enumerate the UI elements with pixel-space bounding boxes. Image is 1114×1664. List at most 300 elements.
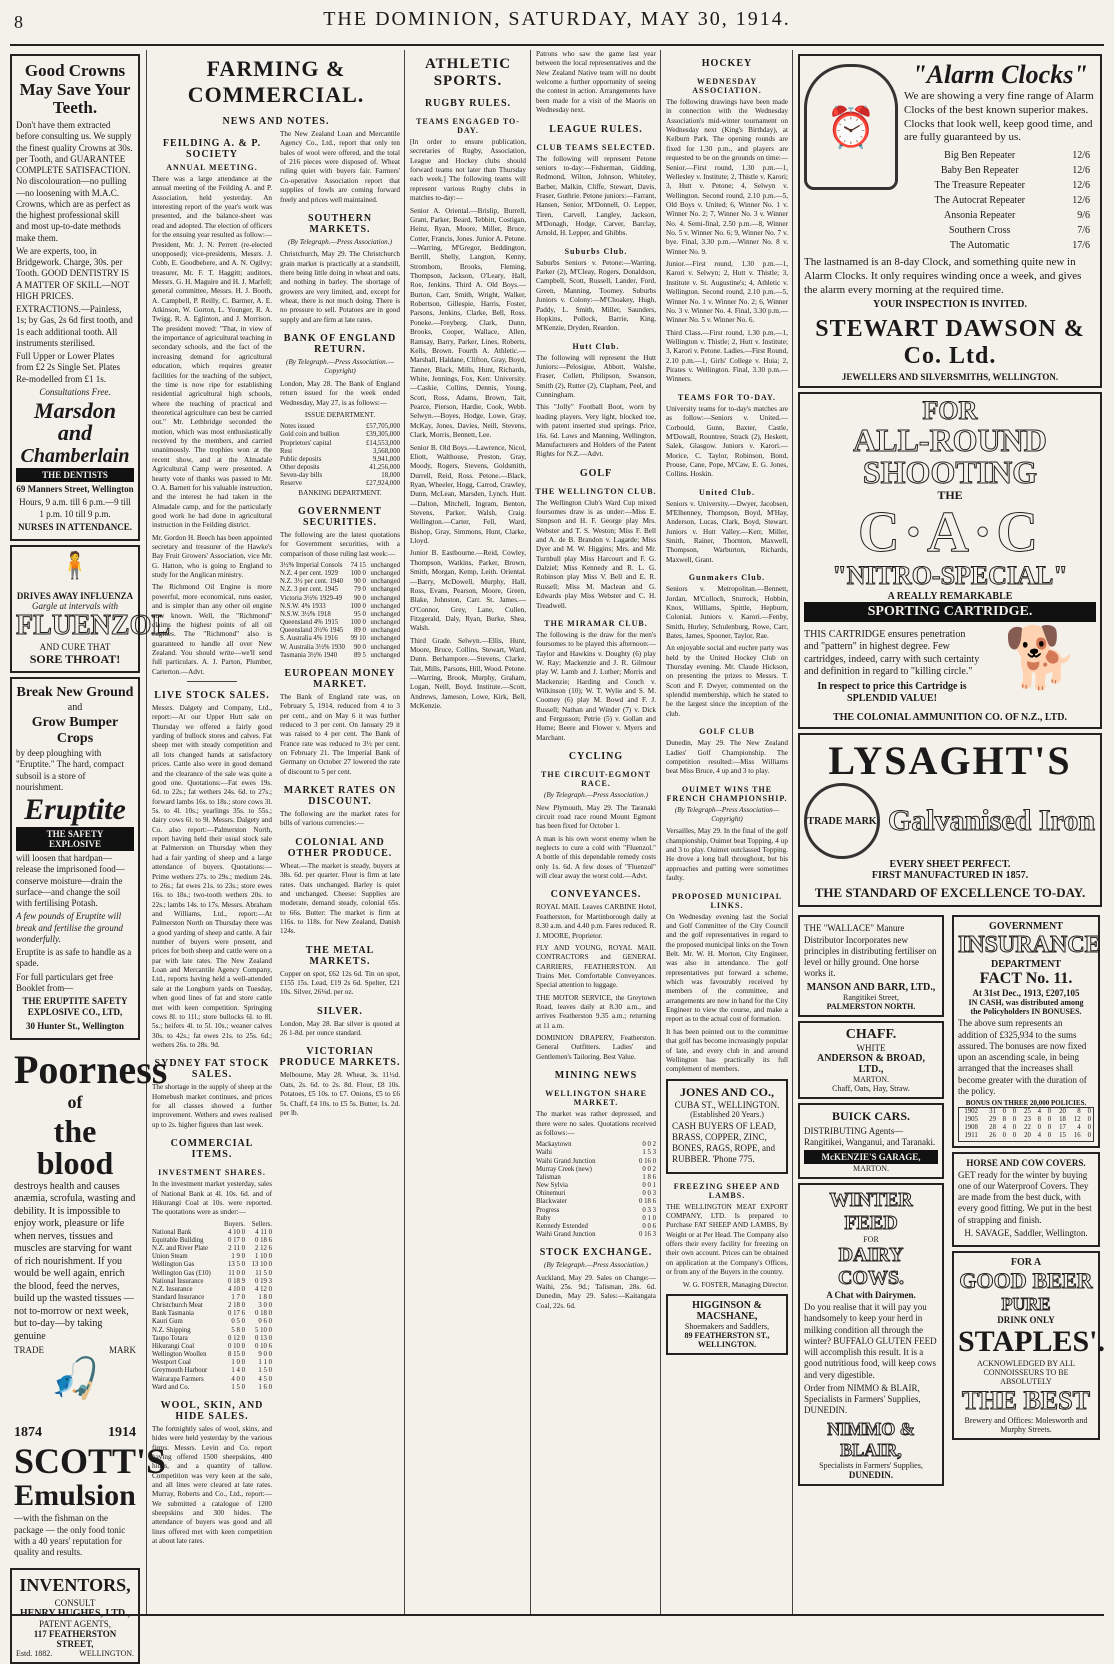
share-row-cell: Westport Coal [152,1359,191,1367]
govt-head: GOVERNMENT SECURITIES. [298,505,382,528]
share-row-cell: 1 5 0 [231,1383,245,1391]
dentist-brand-2: Chamberlain [20,445,130,468]
circuit-head: THE CIRCUIT-EGMONT RACE. [541,770,651,789]
mining-row-cell: 0 0 6 [642,1222,656,1230]
share-row [150,1310,274,1318]
stewart-dawson-sub: JEWELLERS AND SILVERSMITHS, WELLINGTON. [841,372,1059,383]
govt-row [278,578,402,586]
eruptite-body: by deep ploughing with "Eruptite." The hard, compact subsoil is a store of nourishment. [16,748,124,792]
ins-row-cell: 4 [1037,1132,1042,1140]
ins-row-cell: 0 [1087,1124,1091,1132]
share-row [150,1229,274,1237]
govt-row-cell: 89 0 [353,627,366,635]
football-note: This "Jolly" Football Boot, worn by leading players. Very light, blocked toe, with patent inserted stud springs. Price, 16s. 6d. Laws and Manning, Wellington, Manufacturers and Holders of the Patent Rights for N.Z.—Advt. [536,403,656,459]
right-ads-split [796,911,1104,1489]
mining-row [534,1223,658,1231]
share-row [150,1237,274,1245]
year-start: 1874 [14,1425,42,1441]
govt-insurance-ad [952,915,1100,1147]
price-row [906,194,1094,207]
winter-feed-ad [798,1183,944,1486]
livestock-head: LIVE STOCK SALES. [154,690,270,702]
exchange-sub: (By Telegraph.—Press Association.) [544,1261,648,1270]
discount-head: MARKET RATES ON DISCOUNT. [283,785,397,808]
share-row-cell: 0 18 0 [255,1310,272,1318]
govt-row-cell: S. Australia 4% 1916 [280,635,338,643]
wool-body: The fortnightly sales of wool, skins, and hides were held yesterday by the various firms. Messrs. Levin and Co. report having offered 1500 sheepskins, 400 hides, and a quantity of tallow. Competition was very keen at the sale, and all lines were cleared at late rates. Murray, Roberts and Co., Ltd., report:—We submitted a catalogue of 1200 sheepskins and 300 hides. The attendance of buyers was good and all lines offered met with keen competition at about late rates. [152,1424,272,1546]
higginson-name: HIGGINSON & MACSHANE, [692,1299,762,1322]
share-row-cell: Wellington Woollen [152,1351,207,1359]
mining-sub: WELLINGTON SHARE MARKET. [545,1089,647,1108]
mining-row-cell: Blackwater [536,1198,567,1206]
manson-city: PALMERSTON NORTH. [826,1001,916,1011]
boe-row-cell: Other deposits [280,464,320,472]
column-farming [150,50,402,1614]
ins-row-cell: 0 [1012,1132,1017,1140]
ins-row-cell: 15 [1059,1132,1066,1140]
beech-body: Mr. Gordon H. Beech has been appointed secretary and treasurer of the Hawke's Bay Fruit Growers' Association, vice Mr. G. Hatton, who is going to England to study for the Anglican ministry. [152,533,272,580]
share-row-cell: 4 5 0 [258,1375,272,1383]
govt-row [278,652,402,660]
alarm-text [904,60,1096,254]
scotts-brand-1: SCOTT'S [14,1441,167,1482]
league-head: LEAGUE RULES. [549,123,643,135]
mining-body: The market was rather depressed, and there were no sales. Quotations received as follows:— [536,1110,656,1137]
mining-row-cell: 0 0 3 [642,1190,656,1198]
southern-sub: (By Telegraph.—Press Association.) [288,237,392,246]
ins-row-cell: 12 [1073,1116,1081,1124]
share-row-cell: Christchurch Meat [152,1302,203,1310]
share-row-cell: 5 8 0 [231,1326,245,1334]
mining-row-cell: 1 5 3 [642,1149,656,1157]
ins-row-cell: 0 [1037,1124,1042,1132]
govt-row-cell: unchanged [370,578,400,586]
mining-row [534,1207,658,1215]
mining-row [534,1174,658,1182]
share-col-sellers: Sellers. [251,1220,272,1228]
inventors-address: 117 FEATHERSTON STREET, [33,1629,117,1650]
share-row-cell: Taupo Totara [152,1334,188,1342]
column-rule [404,50,405,1614]
boe-row-cell: £14,553,000 [366,439,400,447]
horse-head: HORSE AND COW COVERS. [966,1157,1086,1168]
share-row [150,1245,274,1253]
price-row-cell: The Autocrat Repeater [934,195,1025,206]
eruptite-head-2: and [67,702,83,714]
blood-head-1: Poorness [14,1046,168,1092]
share-row [150,1376,274,1384]
boe-row-cell: 18,000 [381,472,400,480]
share-row-cell: Standard Insurance [152,1293,205,1301]
mining-row-cell: 0 16 3 [639,1230,656,1238]
freezing-manager: W. G. FOSTER, Managing Director. [682,1280,788,1289]
mining-row [534,1231,658,1239]
bottom-rule [10,1614,1104,1616]
share-row-cell: 1 1 0 [258,1359,272,1367]
mining-row-cell: Ohinemuri [536,1190,566,1198]
ins-row [959,1132,1094,1141]
ins-table [958,1107,1094,1142]
alarm-body-2: The lastnamed is an 8-day Clock, and something quite new in Alarm Clocks. It only requires winding once a week, and gives the alarm every morning at the required time. [804,256,1082,296]
share-row [150,1343,274,1351]
alarm-inspection: YOUR INSPECTION IS INVITED. [873,299,1027,311]
mining-row-cell: Ruby [536,1214,551,1222]
share-row-cell: 0 17 6 [228,1310,245,1318]
share-row-cell: 9 0 0 [258,1351,272,1359]
share-row-cell: 0 13 0 [255,1334,272,1342]
ins-row-cell: 1908 [964,1124,978,1132]
fluenzol-reader: A man is his own worst enemy when he neglects to cure a cold with "Fluenzol." A bottle of this dependable remedy costs only 1s. 6d. A few doses of "Fluenzol" will clear away the worst cold.—Advt. [536,834,656,881]
govt-row [278,635,402,643]
hutt-body: The following will represent the Hutt Juniors:—Pelosigue, Abbott, Walshe, Fraser, Collett, Philipson, Swanson, Smith (2), Rutter (2), Clapham, Peel, and Cunningham. [536,353,656,400]
chaff-ad [798,1021,944,1099]
share-row-cell: 5 10 0 [255,1326,272,1334]
boe-row [278,480,402,488]
boe-issue: ISSUE DEPARTMENT. [304,410,376,419]
golf-head: GOLF [579,467,613,479]
share-row-cell: 3 0 0 [258,1302,272,1310]
circuit-sub: (By Telegraph.—Press Association.) [544,791,648,800]
masthead-title: THE DOMINION, SATURDAY, MAY 30, 1914. [323,8,791,30]
ins-row-cell: 26 [989,1132,996,1140]
govt-row [278,603,402,611]
mining-row-cell: Waihi [536,1149,553,1157]
stewart-dawson-brand: STEWART DAWSON & Co. Ltd. [815,316,1085,370]
price-row-cell: Baby Ben Repeater [940,165,1019,176]
ins-row-cell: 20 [1024,1132,1031,1140]
league-sub: CLUB TEAMS SELECTED. [536,142,656,152]
share-row-cell: National Bank [152,1228,192,1236]
mining-row [534,1198,658,1206]
hockey-body-2: Junior.—First round, 1.30 p.m.—1, Karori v. Selwyn; 2, Hutt v. Thistle; 3, Institute v. St. Augustine's; 4, Athletic v. Wellington. Second round, 2.10 p.m.—5, Winner No. 1 v. Winner No. 2; 6, Winner No. 3 v. Winner No. 4. Final, 3.30 p.m.—Winner No. 5 v. Winner No. 6. [666,260,788,325]
nimmo-sub: Specialists in Farmers' Supplies, [819,1460,923,1470]
fluenzol-throat: SORE THROAT! [29,651,121,666]
share-row-cell: 4 10 0 [228,1285,245,1293]
fluenzol-sub: Gargle at intervals with [32,601,118,612]
mining-row [534,1149,658,1157]
ins-row-cell: 1902 [964,1108,978,1115]
victorian-head: VICTORIAN PRODUCE MARKETS. [279,1046,401,1069]
ins-row-cell: 0 [1047,1124,1052,1132]
lysaght-ad [798,733,1102,907]
golf-club-head: GOLF CLUB [699,727,755,737]
dominion-ad: DOMINION DRAPERY, Featherston. General Outfitters. Ladies' and Gentlemen's Tailoring. Best Value. [536,1034,656,1061]
share-row-cell: N.Z. Shipping [152,1326,191,1334]
nzloan-body: The New Zealand Loan and Mercantile Agency Co., Ltd., report that only ten bales of wool were offered, and the total of 216 pieces were disposed of. Wheat ruling quiet with buyers fair. Farmers' Co-operative Association report that supplies of fowls are coming forward freely and prices well maintained. [280,130,400,204]
ins-dept-1: GOVERNMENT [989,921,1063,933]
feilding-body: There was a large attendance at the annual meeting of the Feilding A. and P. Association, held yesterday. An interesting report of the year's work was presented, and the balance-sheet was read and adopted. The election of officers for the ensuing year resulted as follow:—President, Mr. J. N. Perrett (re-elected unopposed); vice-presidents, Messrs. J. Cobb, E. Goodbehere, and A. N. Ogilvy; treasurer, Mr. F. T. Haggitt; auditors, Messrs. G. H. Maguire and H. J. Marfell; general committee, Messrs. H. J. Booth, A. Campbell, P. Reilly, C. Barmer, A. E. Atkinson, W. Gorton, L. Younger, R. A. Twigg, R. A. Eglinton, and J. Morrison. The president moved: "That, in view of the importance of agricultural teaching in secondary schools, and the fact of the increasing demand for agricultural education, which requires greater facilities for the teaching of the subject, the time is now ripe for establishing residential agricultural high schools, where the teaching of practical and theoretical agriculture can best be carried out." Mr. Lethbridge seconded the motion, which was most enthusiastically received by the members, and carried unanimously. The trophies won at the recent show, and at the Almadale Agricultural Camp were presented. A hearty vote of thanks was passed to Mr. O. A. Barnett for his valuable instruction, and the interest he had taken in the Almadale camp, and for the particularly good work he had done in agricultural instruction in the Feilding district. [152,175,272,530]
ins-table-head: BONUS ON THREE 20,000 POLICIES. [965,1099,1087,1107]
buick-ad [798,1103,944,1180]
metals-body: Copper on spot, £62 12s 6d. Tin on spot, £155 15s. Lead, £19 2s 6d. Spelter, £21 10s. Silver, 26⅛d. per oz. [280,969,400,997]
higginson-ad [666,1294,788,1355]
miramar-body: The following is the draw for the men's foursomes to be played this afternoon:—Taylor and Hawkins v. Doughty (6) play W. Ray; Mackenzie and J. R. Gilmour play W. Lamb and J. Luther; Morris and Mackenzie; Harding and Couch v. Wilkinson (10); W. T. Wylie and S. M. Coomey (6) play M. Bowd and F. J. Russell; Nathan and Winder (7) v. Dick and Fergusson; Petrie (5) v. Gollan and Hume; Beere and Flower v. Myers and Marchant. [536,630,656,742]
euro-body: The Bank of England rate was, on February 5, 1914, reduced from 4 to 3 per cent., and on May 6 it was further reduced to 3 per cent. On January 29 it was raised to 4 per cent. The Bank of France rate was reduced to 3½ per cent. on February 21. The Imperial Bank of Germany on October 27 lowered the rate of discount to 5 per cent. [280,692,400,776]
fisherman-icon: 🎣 [50,1356,100,1402]
eruptite-company: THE ERUPTITE SAFETY EXPLOSIVE CO., LTD, [22,996,128,1018]
share-row-cell: 2 11 0 [228,1245,245,1253]
farming-subcol-right [278,130,402,1550]
govt-row [278,619,402,627]
share-row-cell: 13 10 0 [251,1261,272,1269]
govt-row-cell: 99 10 [350,635,366,643]
share-row-cell: Wairarapa Farmers [152,1375,204,1383]
discount-body: The following are the market rates for bills of various currencies:— [280,810,400,828]
ins-row [959,1116,1094,1124]
share-row-cell: 2 12 6 [255,1245,272,1253]
mckenzie-name: McKENZIE'S GARAGE, [804,1150,938,1164]
share-row-cell: N.Z. and River Plate [152,1245,209,1253]
manson-name: MANSON AND BARR, LTD., [806,981,936,993]
share-row-cell: 0 6 0 [258,1318,272,1326]
dentist-brand-3: THE DENTISTS [16,468,134,482]
higginson-address: 89 FEATHERSTON ST., WELLINGTON. [684,1330,770,1349]
feilding-sub: ANNUAL MEETING. [166,163,258,172]
govt-row-cell: unchanged [370,570,400,578]
dentist-nurses: NURSES IN ATTENDANCE. [17,521,133,532]
golf-sub: THE WELLINGTON CLUB. [535,486,657,496]
govt-row-cell: N.Z. 3½ per cent. 1940 [280,578,344,586]
boe-row-cell: Rest [280,447,293,455]
price-row [906,149,1094,162]
buick-head: BUICK CARS. [831,1108,910,1123]
govt-row-cell: unchanged [370,561,400,569]
beer-for-a: FOR A [1010,1257,1042,1269]
farming-subcol-left [150,130,274,1550]
price-row-cell: 9/6 [1077,210,1090,221]
circuit-body: New Plymouth, May 29. The Taranaki circuit road race round Mount Egmont has been fixed for October 1. [536,803,656,831]
hockey-body: The following drawings have been made in connection with the Wednesday Association's mid-winter tournament on Wednesday next (King's Birthday), at Kelburn Park. The opening rounds are fixed for 1.30 p.m., and players are requested to be on the grounds on time:—Senior.—First round, 1.30 p.m.—1, Wellesley v. Institute; 2, Thistle v. Karori; 3, Hutt v. Petone; 4, Selwyn v. Wellington. Second round, 2.10 p.m.—5, Old Boys v. United; 6, Winner No. 1 v. Winner No. 2; 7, Winner No. 3 v. Winner No. 4. Semi-final, 2.50 p.m.—8, Winner No. 5 v. Winner No. 6; 9, Winner No. 7 v. bye. Final, 3.30 p.m.—Winner No. 8 v. Winner No. 9. [666,98,788,256]
lysaght-first: FIRST MANUFACTURED IN 1857. [871,870,1029,882]
column-league-golf [534,50,658,1614]
mckenzie-city: MARTON. [852,1164,890,1173]
boe-row [278,472,402,480]
hockey-head: HOCKEY [701,58,753,69]
winter-for: FOR [863,1235,879,1244]
mining-row-cell: Mackaytown [536,1141,572,1149]
boe-row [278,448,402,456]
ins-holders: the Policyholders IN BONUSES. [970,1007,1082,1017]
price-row-cell: Southern Cross [949,225,1011,236]
lysaght-row [804,783,1096,859]
ins-row [959,1108,1094,1117]
price-row [906,164,1094,177]
column-rule [530,50,531,1614]
ins-row-cell: 0 [1087,1108,1091,1115]
govt-row [278,595,402,603]
share-row-cell: 11 0 0 [228,1269,245,1277]
ins-row-cell: 0 [1087,1132,1091,1140]
share-table-body [150,1229,274,1392]
ins-row-cell: 1911 [964,1132,978,1140]
masthead-rule [10,44,1104,46]
trade-mark-row [14,1345,136,1355]
share-row-cell: Bank Tasmania [152,1310,194,1318]
share-row-cell: Union Steam [152,1253,188,1261]
cac-head-2: ALL-ROUND [853,422,1047,459]
alarm-clock-icon: ⏰ [804,64,898,190]
commercial-head: COMMERCIAL ITEMS. [170,1138,254,1161]
jones-name: JONES AND CO., [679,1084,774,1099]
cac-company: THE COLONIAL AMMUNITION CO. OF N.Z., LTD. [832,712,1067,724]
victorian-body: Melbourne, May 28. Wheat, 3s. 11½d. Oats, 2s. 6d. to 2s. 8d. Flour, £8 10s. Potatoes, £5 10s. to £7. Onions, £5 to £6 5s. Chaff, £4 10s. to £5 5s. Butter, 1s. 2d. per lb. [280,1071,400,1117]
share-table [150,1221,274,1392]
govt-row-cell: Queensland 4% 1915 [280,619,339,627]
boe-row [278,456,402,464]
share-row-cell: 4 12 0 [255,1285,272,1293]
mining-row-cell: 0 16 0 [639,1157,656,1165]
share-row-cell: 0 19 3 [255,1277,272,1285]
feilding-head: FEILDING A. & P. SOCIETY [162,138,262,160]
wallace-body: THE "WALLACE" Manure Distributor Incorporates new principles in distributing fertiliser on level or hilly ground. One horse works it. [804,923,937,979]
price-row-cell: 12/6 [1072,150,1090,161]
govt-row-cell: unchanged [370,610,400,618]
years-row [14,1425,136,1441]
mining-row-cell: 0 1 0 [642,1214,656,1222]
share-row-cell: 0 10 0 [228,1342,245,1350]
ins-row-cell: 25 [1024,1108,1031,1115]
eruptite-head-3: Grow Bumper Crops [31,715,119,746]
govt-row-cell: unchanged [370,594,400,602]
ins-date: At 31st Dec., 1913, £207,105 [972,988,1080,999]
boe-row-cell: Gold coin and bullion [280,431,340,439]
oil-engine-body: The Richmond Oil Engine is more powerful, more economical, runs easier, and is simpler than any other oil engine now known. Well, the "Richmond" claims the highest points of all oil engines. The "Richmond" also is guaranteed to handle all over New Zealand. You should write—we'll send full particulars. A. J. Parton, Plumber, Carterton.—Advt. [152,583,272,676]
eruptite-head-1: Break New Ground [16,684,134,700]
price-row-cell: 12/6 [1072,180,1090,191]
divider [187,681,237,682]
livestock-body: Messrs. Dalgety and Company, Ltd., report:—At our Upper Hutt sale on Thursday we offered a fairly good yarding of bullock stores and calves. Fat sheep met with steady competition and all lots changed hands at satisfactory prices. Cattle also were in good demand and the clearance of the sale was quite a good one. Quotations:—Fat ewes 19s. 6d. to 22s.; fat wethers 24s. 6d. to 27s.; forward lambs 16s. to 18s.; store cows 3l. 5s. to 4l. 10s.; yearlings 35s. to 55s.; dairy cows 6l. to 9l. Messrs. Dalgety and Co. also report:—Palmerston North, report having held their usual stock sale at Palmerston on Thursday when they had a fair yarding of sheep and a large attendance of buyers. Quotations:—Prime wethers 27s. to 29s.; medium 24s. to 26s.; fat ewes 21s. to 23s.; store ewes 16s. to 18s.; two-tooth wethers 20s. to 22s.; lambs 14s. to 17s. Messrs. Abraham and Williams, Ltd., report:—At Palmerston North on Thursday there was a good yarding of sheep and cattle. A fair number of buyers were present, and prices for both sheep and cattle were on a par with late rates. The New Zealand Loan and Mercantile Agency Company, Ltd., reports having held a well-attended sale at the Longburn yards on Tuesday, when good lines of fat and store cattle met with keen competition. Springing cows 8l. to 11l.; store bullocks 6l. to 8l. 5s.; heifers 4l. to 5l. 10s.; weaner calves 30s. to 42s.; fat ewes 21s. to 25s. 6d.; wethers 26s. to 28s. 9d. [152,704,272,1049]
cac-nitro: "NITRO-SPECIAL" [832,561,1068,591]
conveyance-3: THE MOTOR SERVICE, the Greytown Road, leaves daily at 8.30 a.m., and arrives Featherston 9.35 a.m.; returning at 11 a.m. [536,993,656,1030]
share-row [150,1302,274,1310]
beer-pure: PURE [1001,1294,1051,1315]
share-row-cell: 2 18 0 [228,1302,245,1310]
govt-row-cell: Victoria 3½% 1929-49 [280,594,343,602]
govt-row-cell: 79 0 [353,586,366,594]
share-row-cell: Equitable Building [152,1236,204,1244]
ins-row-cell: 22 [1024,1124,1031,1132]
share-row-cell: 1 10 0 [255,1253,272,1261]
ins-row-cell: 0 [1012,1124,1017,1132]
govt-row-cell: 3½% Imperial Consols [280,561,343,569]
govt-row-cell: N.Z. 4 per cent. 1929 [280,570,338,578]
cac-head-3: SHOOTING [862,454,1038,491]
mining-row-cell: Waihi Grand Junction [536,1230,596,1238]
united-body: Seniors v. University.—Dwyer, Jacobsen, M'Elhenney, Thompson, Boyd, M'Hay, Anderson, Lucas, Clark, Boyd, Stewart. Juniors v. Hutt Valley.—Kerr, Miller, Smith, Rainer, Thornton, Maxwell, Thompson, Warburton, Richards, Maxwell, Grant. [666,499,788,564]
municipal-head: PROPOSED MUNICIPAL LINKS. [671,891,783,910]
united-head: United Club. [698,487,755,497]
southern-body: Christchurch, May 29. The Christchurch grain market is practically at a standstill, there being little doing in wheat and oats, and nothing in barley. The shortage of growers are very limited, and, except for wheat, there is not much doing. There is no pressure to sell. Potatoes are in good supply and are firm at late rates. [280,250,400,324]
ins-row-cell: 0 [1012,1108,1017,1115]
teams-head: TEAMS FOR TO-DAY. [677,392,777,402]
dentist-extractions: EXTRACTIONS.—Painless, 1s; by Gas, 2s 6d first tooth, and 1s each additional tooth. All instruments sterilised. [16,304,133,348]
dairy-body: Do you realise that it will pay you handsomely to keep your herd in milking condition all through the winter? BUFFALO GLUTEN FEED will accomplish this result. It is a good nutritious food, will keep cows and very digestible. [804,1302,937,1380]
rugby-more: Senior B. Old Boys.—Lawrence, Nicol, Eliott, Walthouse, Preston, Gray, Moody, Rogers, Stevens, Goldsmith, Durrell, Reid, Ross. Petone.—Black, Ryan, Wheeler, Hogg, Carrod, Crawley, Dunn, McLean, Marsden, Lynch. Hutt.—Dalton, Mitchell, Ingram, Benton, Stevens, Parker, Walsh, Craig. Wellington.—Carter, Fell, Ward, Bishop, Gray, Simmons, Hunt, Clarke, Lloyd. [410,443,526,546]
share-row-cell: Wellington Gas [152,1261,195,1269]
silver-head: SILVER. [317,1005,363,1017]
dentist-consult: Consultations Free. [39,386,111,397]
jones-body: CASH BUYERS OF LEAD, BRASS, COPPER, ZINC, BONES, RAGS, ROPE, and RUBBER. 'Phone 775. [672,1120,777,1165]
price-row-cell: 12/6 [1072,165,1090,176]
share-row-cell: N.Z. Insurance [152,1285,193,1293]
inventors-role: PATENT AGENTS, [38,1619,111,1630]
ins-row-cell: 8 [1077,1108,1081,1115]
miramar-head: THE MIRAMAR CLUB. [544,618,648,628]
inventors-city: WELLINGTON. [79,1649,134,1659]
share-row-cell: 1 4 0 [231,1367,245,1375]
share-row-cell: 0 5 0 [231,1318,245,1326]
fluenzol-ad [10,545,171,673]
price-row-cell: 17/6 [1072,240,1090,251]
rugby-more-3: Third Grade. Selwyn.—Ellis, Hunt, Moore, Bruce, Collins, Stewart, Ward, Dunn. Berhampore.—Stevens, Clarke, Tait, Mills, Parsons, Hill, Wood. Petone.—Warring, Brook, Murphy, Graham, Logan, Neill, Boyd. Institute.—Scott, Andrews, Jameson, Lowe, Kirk, Bell, McKenzie. [410,636,526,711]
beer-drink: DRINK ONLY [997,1315,1055,1326]
staples-beer-ad [952,1251,1105,1440]
boe-row-cell: 3,568,000 [372,447,400,455]
conveyances-head: CONVEYANCES. [550,889,642,901]
alarm-title: "Alarm Clocks" [912,60,1088,89]
share-row [150,1253,274,1261]
govt-row-cell: unchanged [370,627,400,635]
lysaght-every: EVERY SHEET PERFECT. [889,859,1011,871]
metals-head: THE METAL MARKETS. [305,944,375,967]
blood-head-3: the blood [36,1112,114,1181]
manson-address: Rangitikei Street, [843,992,899,1002]
ins-row-cell: 0 [1002,1108,1007,1115]
alarm-body: We are showing a very fine range of Alarm Clocks of the best known superior makes. Clocks that look well, keep good time, and are fully guaranteed by us. [904,90,1094,144]
govt-row-cell: 74 15 [350,561,366,569]
boe-row-cell: £39,305,000 [366,431,400,439]
mining-row-cell: 0 3 3 [642,1206,656,1214]
mining-table [534,1141,658,1239]
blood-head-2: of [67,1091,83,1112]
boe-row-cell: Reserve [280,480,302,488]
inventors-head: INVENTORS, [19,1575,131,1596]
fluenzol-brand: FLUENZOL [16,610,171,642]
anderson-name: ANDERSON & BROAD, LTD., [816,1052,926,1075]
teams-body: University teams for to-day's matches are as follow:—Seniors v. United.—Corbould, Gunn, Baxter, Castle, M'Dowall, Rountree, Strack (2), Heskett, Salek, Glasgow. Juniors v. Karori.—Morice, C. Taylor, Robinson, Bond, Prouse, Cane, Pope, M'Caw, E. G. Jones, Collins. Hoskin. [666,404,788,479]
dentist-address: 69 Manners Street, Wellington [16,484,134,495]
column-rule [146,50,147,1614]
govt-row-cell: unchanged [370,602,400,610]
wool-head: WOOL, SKIN, AND HIDE SALES. [160,1399,264,1422]
dentist-brand-1: Marsdon and [34,398,116,446]
beer-row [958,1268,1094,1294]
price-row [906,224,1094,237]
social-body: An enjoyable social and euchre party was held by the United Hockey Club on Thursday evening. Mr. Claude Hickson, on presenting the prizes to Messrs. T. Scott and F. Dwyer, commented on the splendid membership, which he stated to be the largest since the inception of the club. [666,644,788,718]
rugby-head: RUGBY RULES. [424,98,512,109]
price-row-cell: 12/6 [1072,195,1090,206]
horse-body: GET ready for the winter by buying one of our Waterproof Covers. They are made from the best duck, with every good fitting. We put in the best of strapping and finish. [958,1169,1092,1225]
share-row-cell: 0 10 6 [255,1342,272,1350]
govt-row [278,586,402,594]
govt-row-cell: 90 0 [353,643,366,651]
horse-covers-ad [952,1152,1100,1248]
staples-best: THE BEST [962,1386,1090,1416]
cac-sporting-2: SPORTING CARTRIDGE. [804,602,1096,622]
colonial-head: COLONIAL AND OTHER PRODUCE. [287,836,393,859]
share-row [150,1294,274,1302]
boe-banking: BANKING DEPARTMENT. [298,488,382,497]
govt-row-cell: 100 0 [350,602,366,610]
mining-row-cell: 1 8 6 [642,1173,656,1181]
cac-price: In respect to price this Cartridge is SPLENDID VALUE! [817,680,967,705]
freezing-head: FREEZING SHEEP AND LAMBS. [673,1181,781,1200]
mining-row-cell: Waihi Grand Junction [536,1157,596,1165]
cac-the: THE [937,488,963,503]
chaff-white: WHITE [856,1042,886,1053]
wallace-ad [798,915,944,1016]
share-row [150,1318,274,1326]
